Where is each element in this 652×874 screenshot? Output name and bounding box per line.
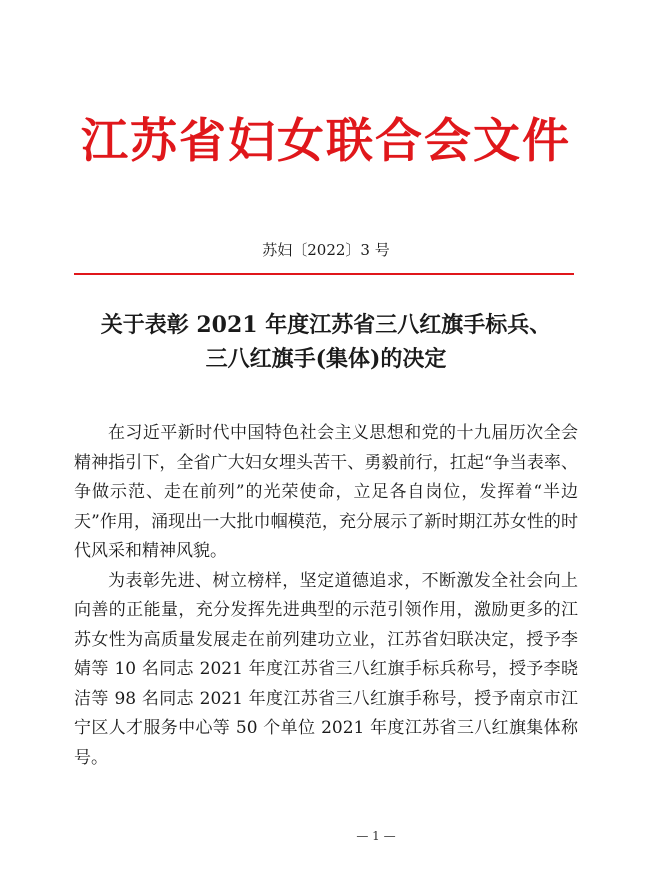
red-divider-line (74, 273, 574, 275)
title-line-1: 关于表彰 2021 年度江苏省三八红旗手标兵、 (100, 312, 552, 338)
title-line-2: 三八红旗手(集体)的决定 (205, 346, 447, 372)
body-paragraph-1: 在习近平新时代中国特色社会主义思想和党的十九届历次全会精神指引下，全省广大妇女埋头苦干、勇毅前行，扛起“争当表率、争做示范、走在前列”的光荣使命，立足各自岗位，发挥着“半边天”作用，涌现出一大批巾帼模范，充分展示了新时期江苏女性的时代风采和精神风貌。 (74, 423, 578, 561)
page-number: — 1 — (356, 829, 396, 843)
body-paragraph-2: 为表彰先进、树立榜样，坚定道德追求，不断激发全社会向上向善的正能量，充分发挥先进典型的示范引领作用，激励更多的江苏女性为高质量发展走在前列建功立业，江苏省妇联决定，授予李婧等 10 名同志 2021 年度江苏省三八红旗手标兵称号，授予李晓洁等 98 名同志 2021 年度江苏省三八红旗手称号，授予南京市江宁区人才服务中心等 50 个单位 2021 年度江苏省三八红旗集体称号。 (74, 570, 578, 768)
document-number: 苏妇〔2022〕3 号 (262, 241, 390, 259)
masthead-title: 江苏省妇女联合会文件 (81, 114, 571, 169)
document-title (60, 308, 592, 376)
document-body (74, 419, 578, 773)
